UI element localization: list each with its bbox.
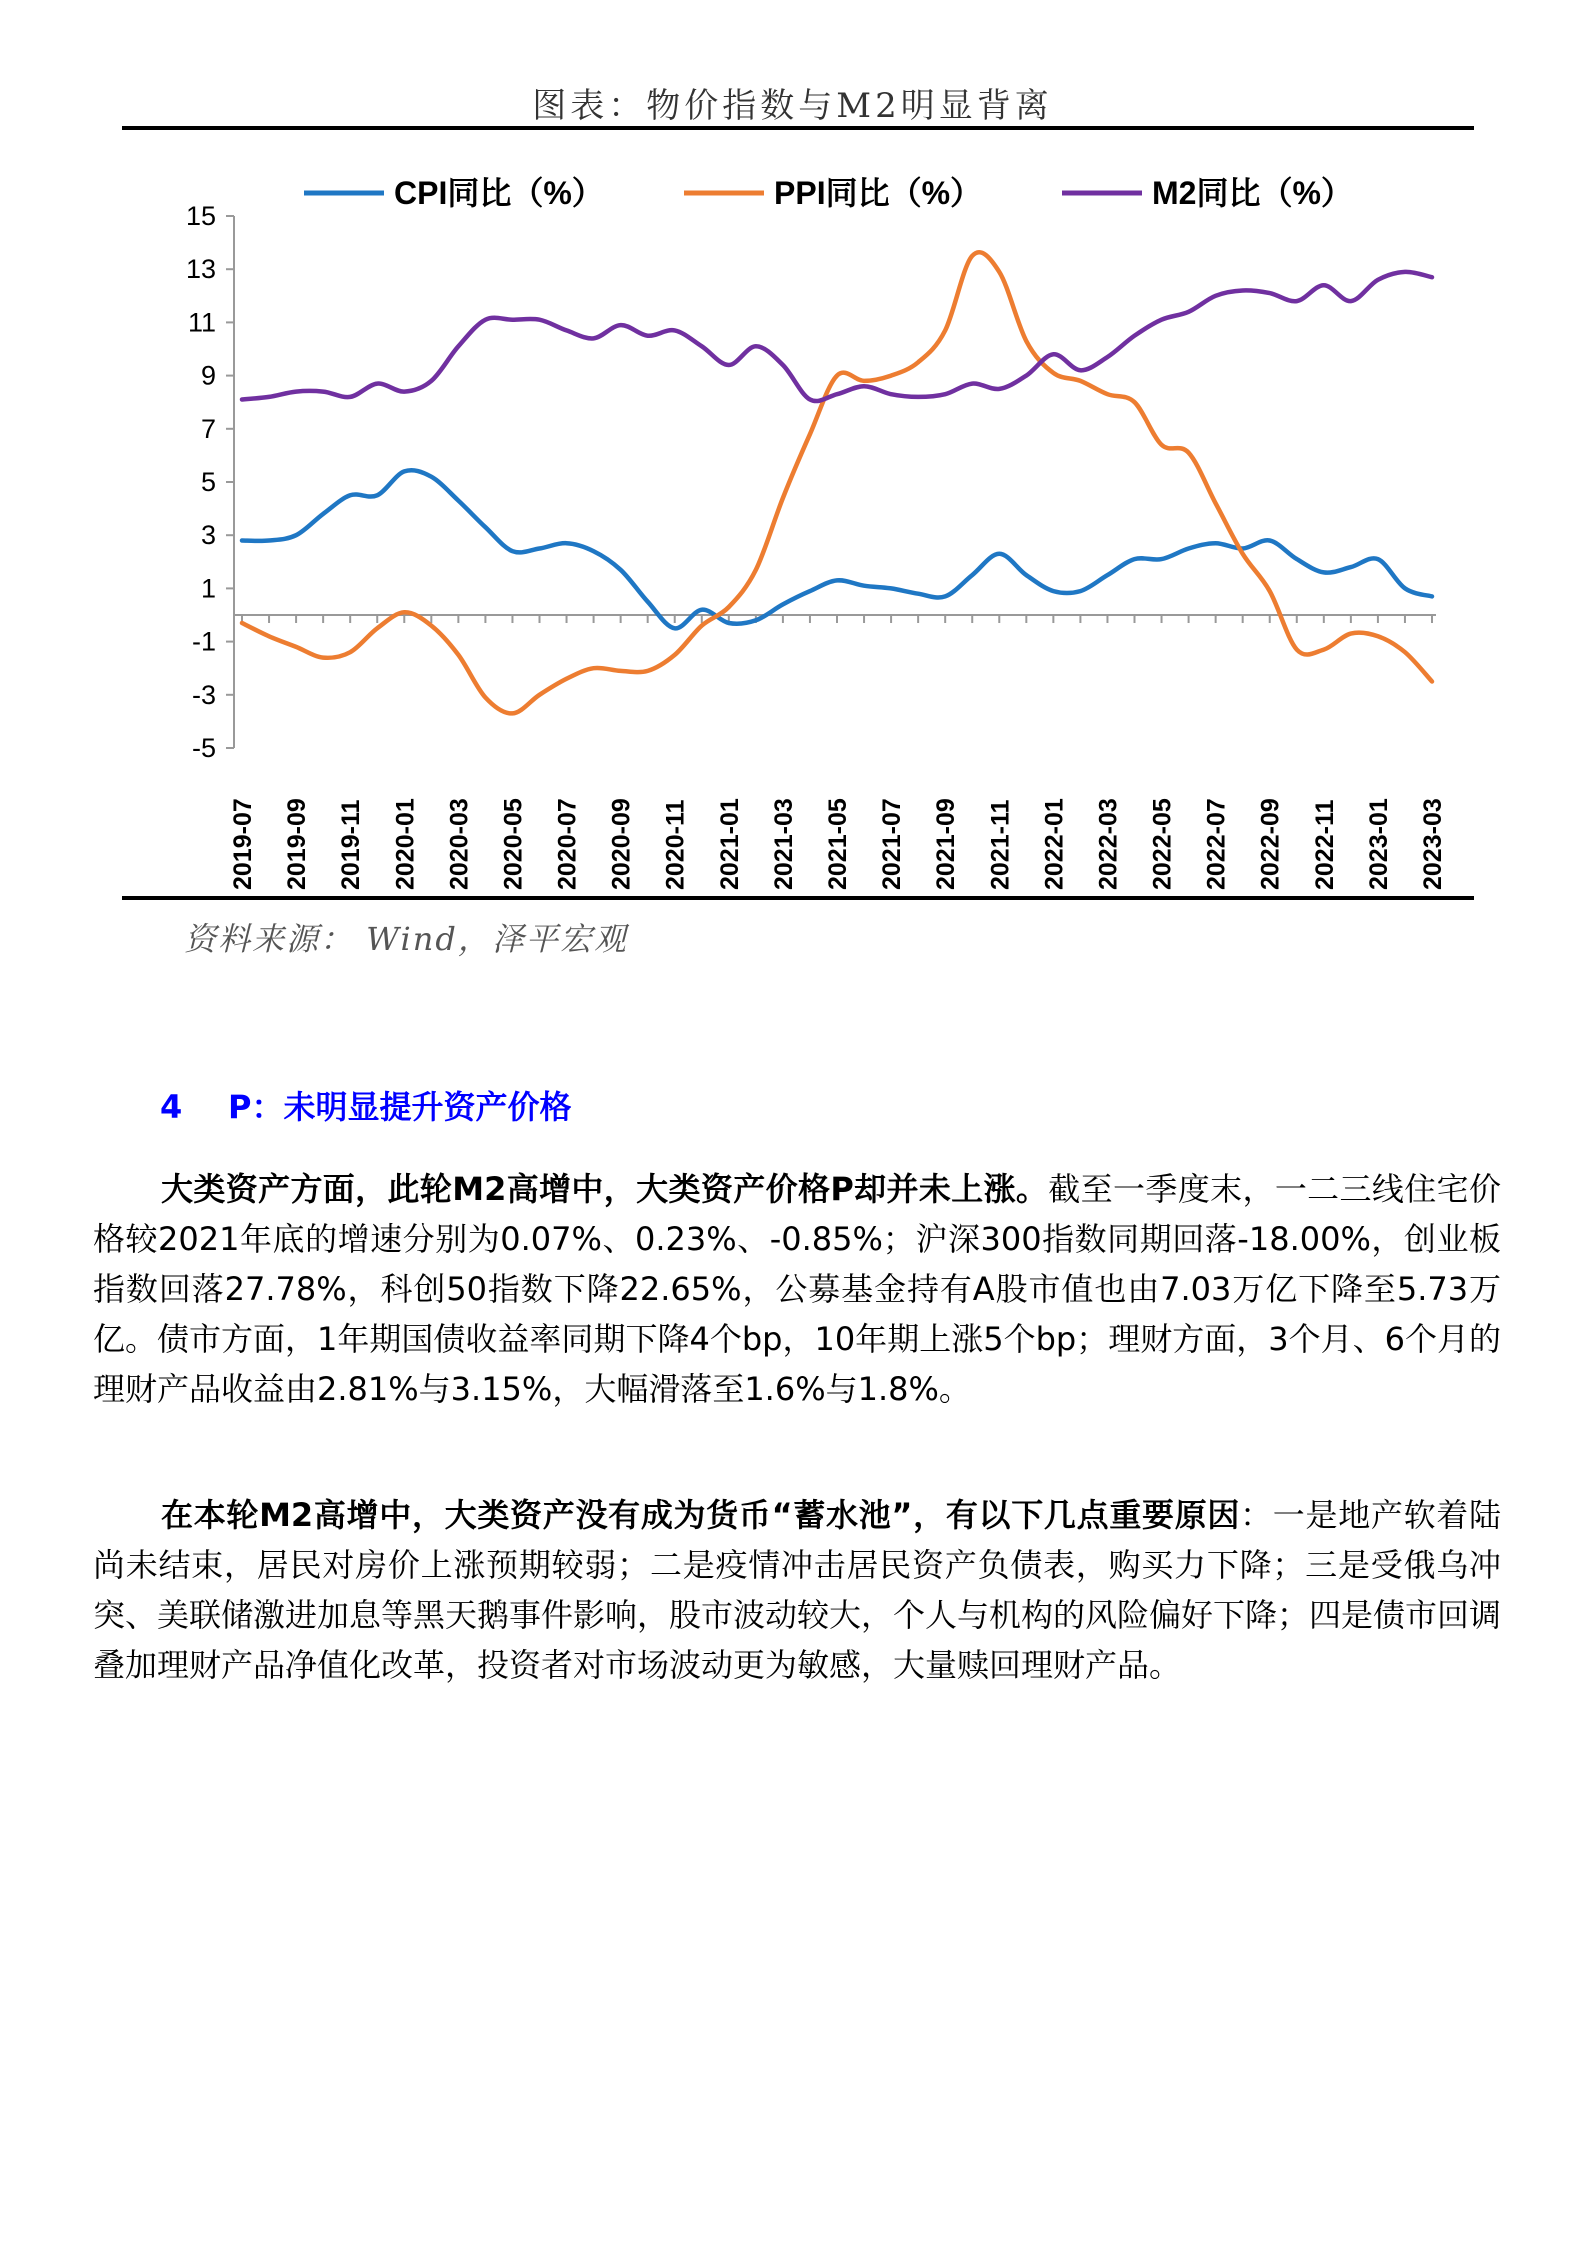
series-line-1 <box>242 470 1432 628</box>
x-tick-label: 2020-03 <box>445 798 474 890</box>
x-tick-label: 2020-11 <box>661 799 690 890</box>
x-tick-label: 2023-01 <box>1364 798 1393 890</box>
x-tick-label: 2020-01 <box>391 798 420 890</box>
section-heading <box>160 1082 571 1128</box>
y-tick-label: -5 <box>191 733 216 763</box>
x-tick-label: 2022-07 <box>1202 798 1231 890</box>
x-tick-label: 2021-01 <box>715 798 744 890</box>
series-line-2 <box>242 252 1432 713</box>
paragraph-body: 截至一季度末，一二三线住宅价格较2021年底的增速分别为0.07%、0.23%、-0.85%；沪深300指数同期回落-18.00%，创业板指数回落27.78%，科创50指数下降22.65%，公募基金持有A股市值也由7.03万亿下降至5.73万亿。债市方面，1年期国债收益率同期下降4个bp，10年期上涨5个bp；理财方面，3个月、6个月的理财产品收益由2.81%与3.15%，大幅滑落至1.6%与1.8%。 <box>93 1170 1501 1408</box>
x-tick-label: 2023-03 <box>1419 798 1447 890</box>
x-tick-label: 2020-05 <box>499 798 528 890</box>
y-tick-label: 15 <box>185 201 216 231</box>
paragraph-lead: 大类资产方面，此轮M2高增中，大类资产价格P却并未上涨。 <box>161 1170 1049 1208</box>
series-line-3 <box>242 272 1432 401</box>
paragraph-reasons <box>93 1490 1501 1690</box>
y-tick-label: -1 <box>191 626 216 657</box>
paragraph-lead: 在本轮M2高增中，大类资产没有成为货币“蓄水池”，有以下几点重要原因 <box>161 1496 1241 1534</box>
y-tick-label: 3 <box>200 520 216 551</box>
section-number: 4 <box>160 1088 183 1126</box>
line-chart <box>122 150 1474 892</box>
y-tick-label: 5 <box>200 467 216 497</box>
paragraph-body: ：一是地产软着陆尚未结束，居民对房价上涨预期较弱；二是疫情冲击居民资产负债表，购买力下降；三是受俄乌冲突、美联储激进加息等黑天鹅事件影响，股市波动较大，个人与机构的风险偏好下降；四是债市回调叠加理财产品净值化改革，投资者对市场波动更为敏感，大量赎回理财产品。 <box>93 1496 1502 1684</box>
x-tick-label: 2021-09 <box>932 798 961 890</box>
x-tick-label: 2019-11 <box>337 799 366 890</box>
legend-label: CPI同比（%） <box>394 175 604 211</box>
x-tick-label: 2020-07 <box>553 798 582 890</box>
x-tick-label: 2021-03 <box>769 798 798 890</box>
legend-label: M2同比（%） <box>1152 175 1353 211</box>
x-tick-label: 2021-05 <box>824 798 852 890</box>
series-lines <box>242 252 1432 713</box>
y-tick-label: 9 <box>200 360 216 391</box>
chart-legend <box>304 175 1353 211</box>
x-tick-label: 2021-07 <box>878 798 907 890</box>
bottom-rule <box>122 896 1474 900</box>
y-tick-label: 7 <box>200 413 216 444</box>
top-rule <box>122 126 1474 130</box>
y-tick-label: 13 <box>185 254 216 285</box>
y-tick-label: -3 <box>191 679 216 710</box>
x-tick-label: 2022-01 <box>1040 798 1069 890</box>
x-tick-label: 2020-09 <box>607 798 636 890</box>
y-tick-label: 11 <box>187 307 216 338</box>
x-tick-label: 2019-07 <box>229 798 257 890</box>
legend-label: PPI同比（%） <box>774 175 983 211</box>
y-axis <box>186 201 234 763</box>
paragraph-assets <box>93 1164 1501 1414</box>
x-tick-label: 2021-11 <box>986 799 1015 890</box>
x-axis <box>229 615 1447 890</box>
source-note: 资料来源： Wind，泽平宏观 <box>184 920 628 958</box>
x-tick-label: 2022-03 <box>1094 798 1123 890</box>
x-tick-label: 2022-05 <box>1148 798 1177 890</box>
section-title: P：未明显提升资产价格 <box>228 1088 572 1126</box>
y-tick-label: 1 <box>200 573 216 604</box>
chart-title: 图表：物价指数与M2明显背离 <box>532 86 1053 126</box>
x-tick-label: 2019-09 <box>283 798 312 890</box>
x-tick-label: 2022-11 <box>1310 799 1339 890</box>
x-tick-label: 2022-09 <box>1256 798 1285 890</box>
